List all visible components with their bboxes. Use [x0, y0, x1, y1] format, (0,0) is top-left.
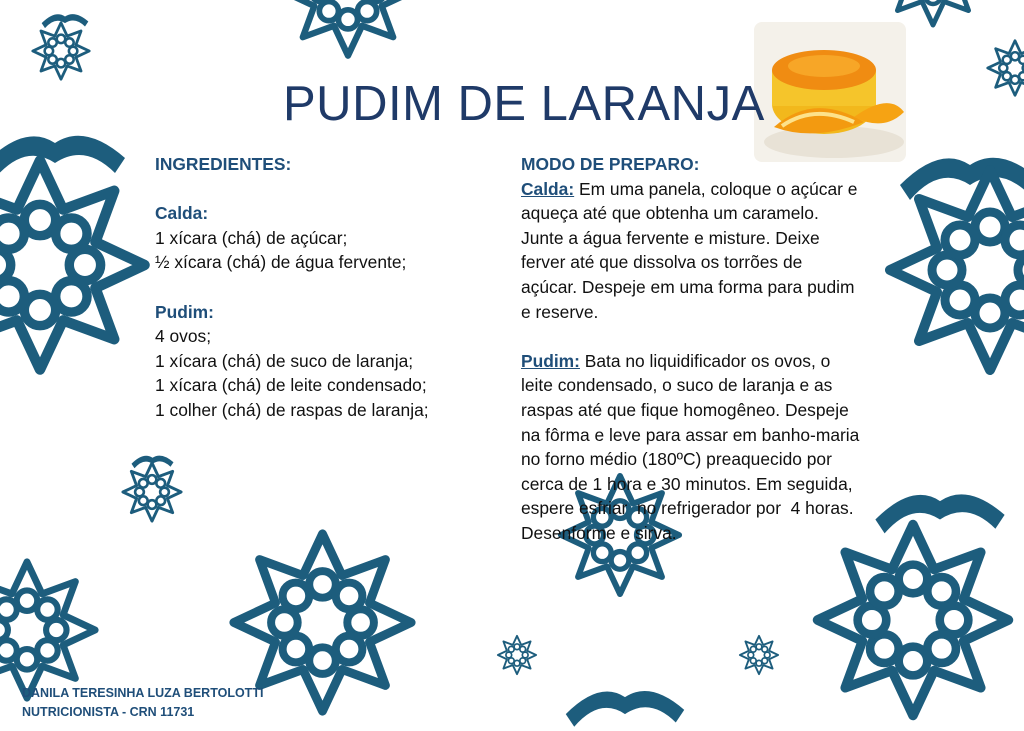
pudim-step-line: leite condensado, o suco de laranja e as — [521, 375, 833, 396]
ingredient-item: 1 xícara (chá) de suco de laranja; — [155, 350, 414, 371]
pudim-step-line: espere esfriar no refrigerador por 4 horas. — [521, 498, 854, 519]
star-ornament-icon — [120, 460, 184, 524]
calda-step-line: ferver até que dissolva os torrões de — [521, 252, 803, 273]
ingredients-section — [155, 152, 495, 423]
author-title: NUTRICIONISTA - CRN 11731 — [22, 705, 195, 719]
ingredient-item: 1 colher (chá) de raspas de laranja; — [155, 399, 429, 420]
pudim-step-line: Desenforme e sirva. — [521, 522, 677, 543]
star-ornament-icon — [985, 38, 1024, 98]
star-ornament-icon — [880, 160, 1024, 380]
pudim-step-line: no forno médio (180ºC) preaquecido por — [521, 449, 832, 470]
calda-heading: Calda: — [155, 203, 209, 224]
star-ornament-icon — [738, 634, 780, 676]
pudim-step-line: na fôrma e leve para assar em banho-maria — [521, 424, 860, 445]
pudim-step-line: Pudim: Bata no liquidificador os ovos, o — [521, 350, 831, 371]
star-ornament-icon — [0, 150, 155, 380]
author-name: DANILA TERESINHA LUZA BERTOLOTTI — [22, 686, 264, 700]
ingredient-item: 4 ovos; — [155, 326, 212, 347]
calda-label: Calda: — [521, 178, 575, 199]
pudim-heading: Pudim: — [155, 301, 214, 322]
preparation-section — [521, 152, 893, 546]
page-title: PUDIM DE LARANJA — [283, 77, 765, 131]
calda-step-line: e reserve. — [521, 301, 599, 322]
orange-pudding-photo — [754, 22, 906, 162]
wave-ornament-icon — [560, 676, 690, 731]
ingredient-item: ½ xícara (chá) de água fervente; — [155, 252, 407, 273]
calda-step-line: Junte a água fervente e misture. Deixe — [521, 227, 820, 248]
ingredients-heading: INGREDIENTES: — [155, 154, 292, 174]
pudim-step-line: raspas até que fique homogêneo. Despeje — [521, 399, 849, 420]
star-ornament-icon — [496, 634, 538, 676]
ingredient-item: 1 xícara (chá) de açúcar; — [155, 227, 348, 248]
wave-ornament-icon — [40, 8, 90, 30]
calda-step-line: Calda: Em uma panela, coloque o açúcar e — [521, 178, 858, 199]
star-ornament-icon — [808, 515, 1018, 725]
author-signature — [22, 684, 263, 722]
star-ornament-icon — [278, 0, 418, 62]
calda-step-line: açúcar. Despeje em uma forma para pudim — [521, 276, 855, 297]
star-ornament-icon — [0, 555, 102, 705]
preparation-heading: MODO DE PREPARO: — [521, 154, 700, 174]
calda-step-line: aqueça até que obtenha um caramelo. — [521, 203, 819, 224]
ingredient-item: 1 xícara (chá) de leite condensado; — [155, 375, 427, 396]
pudim-step-line: cerca de 1 hora e 30 minutos. Em seguida, — [521, 473, 853, 494]
pudim-label: Pudim: — [521, 350, 580, 371]
